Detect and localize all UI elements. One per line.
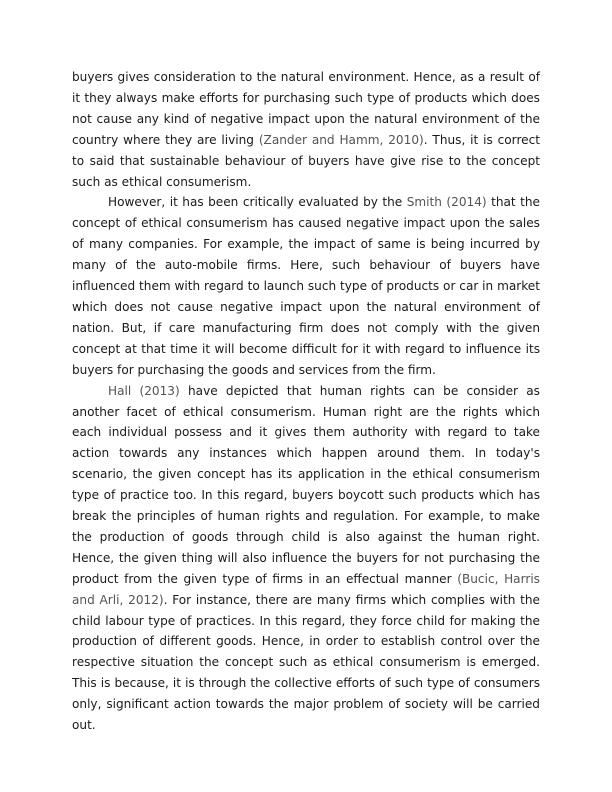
text-run: However, it has been critically evaluated by the bbox=[108, 195, 407, 210]
citation-smith: Smith (2014) bbox=[406, 195, 487, 210]
text-run: . Thus, it is correct to said that sustainable behaviour of buyers have give rise to the concept such as ethical consumerism. bbox=[72, 132, 540, 189]
paragraph-smith bbox=[72, 192, 540, 380]
text-run: have depicted that human rights can be consider as another facet of ethical consumerism. Human right are the rights which each individual possess and it gives them authority with regard to take action towards any instances which happen around them. In today's scenario, the given concept has its application in the ethical consumerism type of practice too. In this regard, buyers boycott such products which has break the principles of human rights and regulation. For example, to make the production of goods through child is also against the human right. Hence, the given thing will also influence the buyers for not purchasing the product from the given type of firms in an effectual manner bbox=[72, 383, 540, 586]
text-run: that the concept of ethical consumerism has caused negative impact upon the sales of many companies. For example, the impact of same is being incurred by many of the auto-mobile firms. Here, such behaviour of buyers have influenced them with regard to launch such type of products or car in market which does not cause negative impact upon the natural environment of nation. But, if care manufacturing firm does not comply with the given concept at that time it will become difficult for it with regard to influence its buyers for purchasing the goods and services from the firm. bbox=[72, 195, 540, 377]
paragraph-environment bbox=[72, 67, 540, 192]
text-run: . For instance, there are many firms which complies with the child labour type of practices. In this regard, they force child for making the production of different goods. Hence, in order to establish control over the respective situation the concept such as ethical consumerism is emerged. This is because, it is through the collective efforts of such type of consumers only, significant action towards the major problem of society will be carried out. bbox=[72, 592, 540, 733]
citation-bucic-harris-arli: (Bucic, Harris and Arli, 2012) bbox=[72, 571, 540, 607]
paragraph-hall bbox=[72, 381, 540, 736]
text-run: buyers gives consideration to the natural environment. Hence, as a result of it they always make efforts for purchasing such type of products which does not cause any kind of negative impact upon the natural environment of the country where they are living bbox=[72, 70, 540, 147]
body-text bbox=[72, 67, 540, 736]
citation-hall: Hall (2013) bbox=[108, 383, 180, 398]
citation-zander-hamm: (Zander and Hamm, 2010) bbox=[258, 132, 424, 147]
